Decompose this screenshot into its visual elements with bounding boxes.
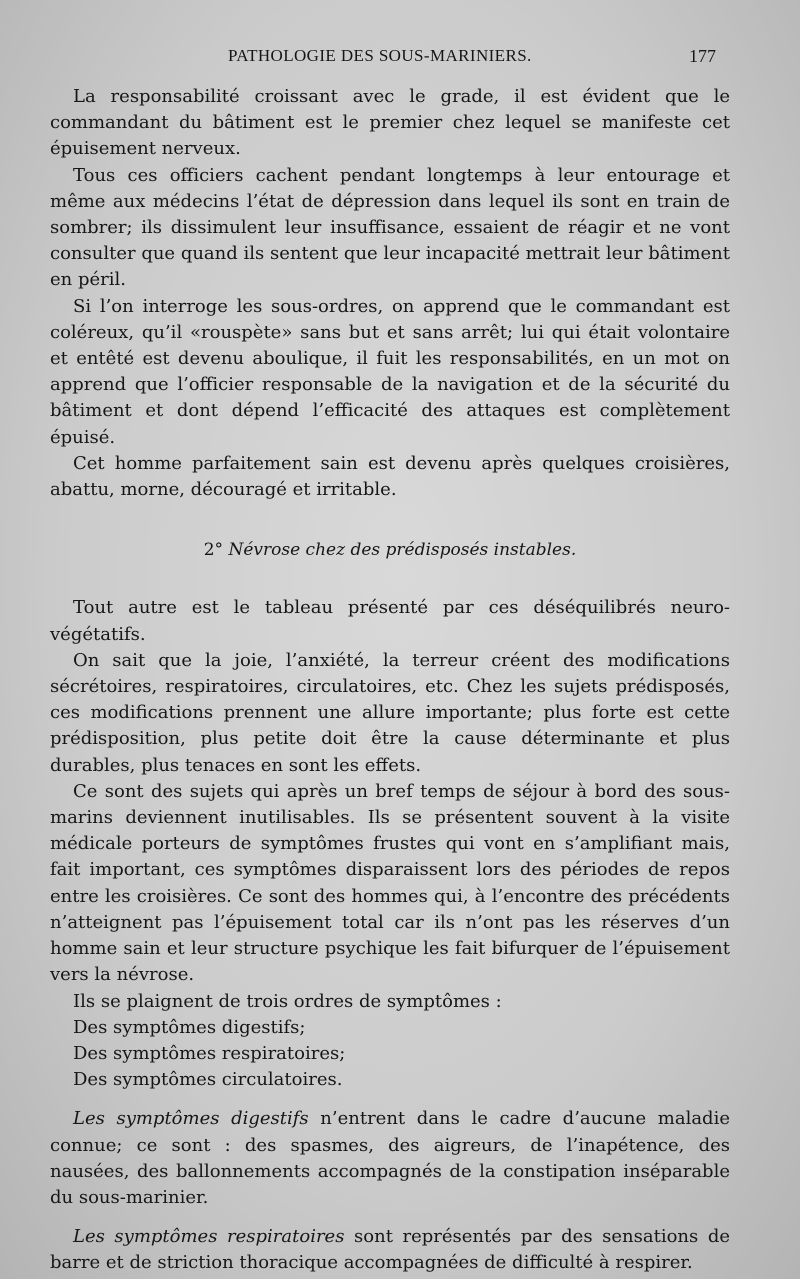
page-number: 177 — [689, 46, 716, 66]
section-title: Névrose chez des prédisposés instables. — [228, 540, 577, 561]
section-number: 2° — [203, 540, 224, 561]
paragraph: Tous ces officiers cachent pendant longtemps à leur entourage et même aux médecins l’état de dépression dans lequel ils sont en train de sombrer; ils dissimulent leur insuffisance, essaient de réagir et ne vont consulter que quand ils sentent que leur incapacité mettrait leur bâtiment en péril. — [50, 164, 730, 291]
body-text — [50, 84, 730, 1277]
page-header — [0, 42, 800, 72]
section-heading — [50, 537, 730, 563]
paragraph: Si l’on interroge les sous-ordres, on apprend que le commandant est coléreux, qu’il «rouspète» sans but et sans arrêt; lui qui était volontaire et entêté est devenu aboulique, il fuit les responsabilités, en un mot on apprend que l’officier responsable de la navigation et de la sécurité du bâtiment et dont dépend l’efficacité des attaques est complètement épuisé. — [50, 295, 730, 448]
list-item: Des symptômes digestifs; — [73, 1016, 306, 1038]
list-item: Des symptômes circulatoires. — [73, 1069, 343, 1091]
paragraph-text: sont représentés par des sensations de barre et de striction thoracique accompagnées de difficulté à respirer. — [50, 1226, 730, 1274]
paragraph: La responsabilité croissant avec le grade, il est évident que le commandant du bâtiment est le premier chez lequel se manifeste cet épuisement nerveux. — [50, 86, 730, 160]
emphasis-digestive: Les symptômes digestifs — [73, 1108, 309, 1130]
paragraph: Tout autre est le tableau présenté par ces déséquilibrés neuro-végétatifs. — [50, 597, 730, 645]
paragraph-text: n’entrent dans le cadre d’aucune maladie connue; ce sont : des spasmes, des aigreurs, de l’inapétence, des nausées, des ballonnements accompagnés de la constipation inséparable du sous-marinier. — [50, 1108, 730, 1208]
emphasis-respiratory: Les symptômes respiratoires — [73, 1226, 345, 1248]
paragraph: Cet homme parfaitement sain est devenu après quelques croisières, abattu, morne, découragé et irritable. — [50, 452, 730, 501]
running-title: PATHOLOGIE DES SOUS-MARINIERS. — [228, 46, 532, 65]
list-item: Des symptômes respiratoires; — [73, 1042, 346, 1064]
paragraph — [50, 1106, 730, 1211]
paragraph: Ce sont des sujets qui après un bref temps de séjour à bord des sous-marins deviennent inutilisables. Ils se présentent souvent à la visite médicale porteurs de symptômes frustes qui vont en s’amplifiant mais, fait important, ces symptômes disparaissent lors des périodes de repos entre les croisières. Ce sont des hommes qui, à l’encontre des précédents n’atteignent pas l’épuisement total car ils n’ont pas les réserves d’un homme sain et leur structure psychique les fait bifurquer de l’épuisement vers la névrose. — [50, 780, 730, 986]
paragraph — [50, 1224, 730, 1276]
paragraph: Ils se plaignent de trois ordres de symptômes : — [73, 990, 502, 1012]
paragraph: On sait que la joie, l’anxiété, la terreur créent des modifications sécrétoires, respiratoires, circulatoires, etc. Chez les sujets prédisposés, ces modifications prennent une allure importante; plus forte est cette prédisposition, plus petite doit être la cause déterminante et plus durables, plus tenaces en sont les effets. — [50, 649, 730, 776]
